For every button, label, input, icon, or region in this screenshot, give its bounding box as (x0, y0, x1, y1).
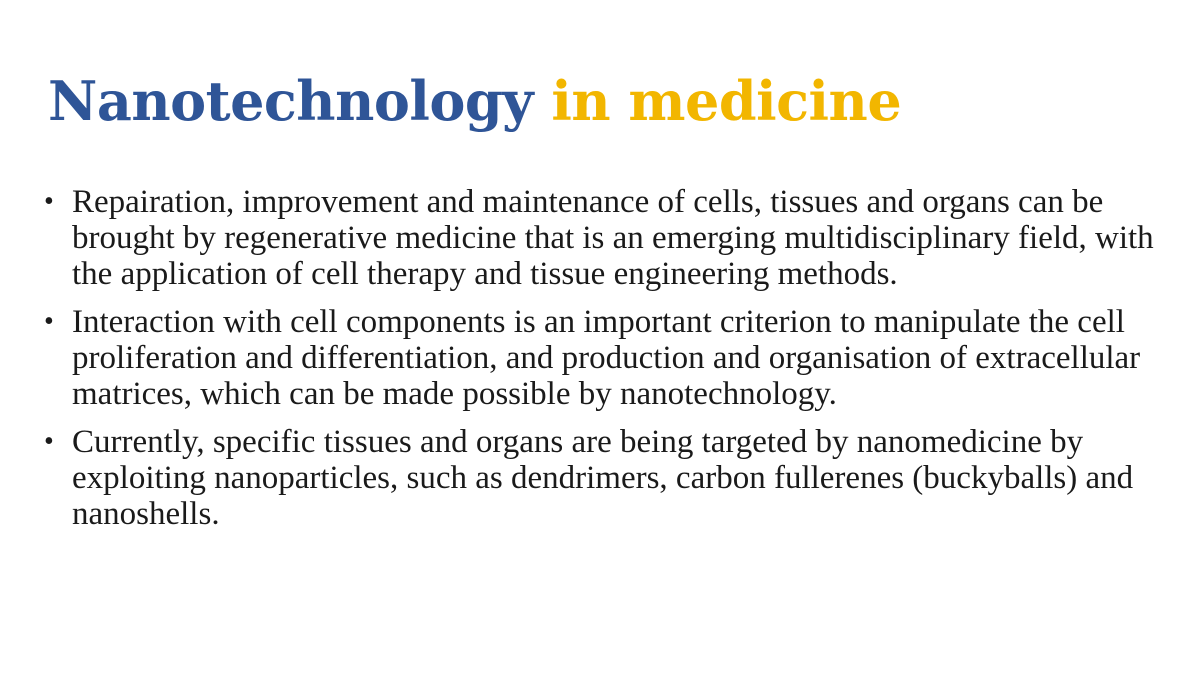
bullet-text: Interaction with cell components is an important criterion to manipulate the cell proliferation and differentiation, and production and organisation of extracellular matrices, which can be made possible by nanotechnology. (72, 304, 1141, 412)
bullet-item (44, 304, 1174, 412)
bullet-list (44, 184, 1174, 544)
title-accent-text: in medicine (551, 69, 902, 133)
slide-title (48, 69, 902, 133)
bullet-item (44, 424, 1174, 532)
title-main-text: Nanotechnology (48, 69, 534, 133)
bullet-dot-icon: • (44, 426, 54, 457)
bullet-dot-icon: • (44, 306, 54, 337)
bullet-dot-icon: • (44, 186, 54, 217)
bullet-text: Currently, specific tissues and organs are being targeted by nanomedicine by exploiting nanoparticles, such as dendrimers, carbon fullerenes (buckyballs) and nanoshells. (72, 424, 1134, 532)
bullet-item (44, 184, 1174, 292)
bullet-text: Repairation, improvement and maintenance of cells, tissues and organs can be brought by regenerative medicine that is an emerging multidisciplinary field, with the application of cell therapy and tissue engineering methods. (72, 184, 1154, 292)
